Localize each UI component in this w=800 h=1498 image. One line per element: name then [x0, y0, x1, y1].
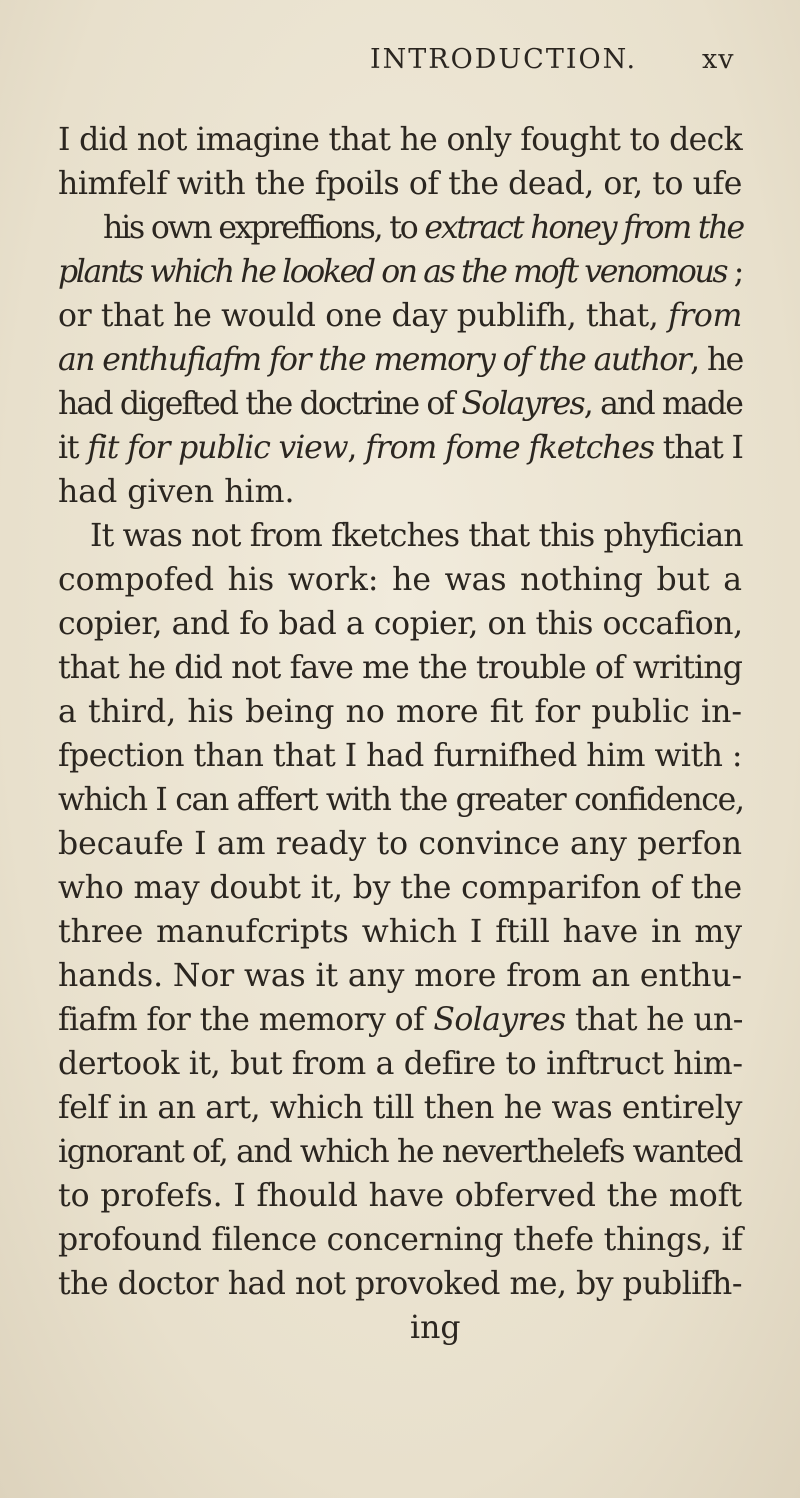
text-line: [58, 1174, 742, 1218]
text-line: [58, 734, 742, 778]
text-segment: which I can affert with the greater confidence,: [58, 782, 744, 818]
text-segment: that I: [653, 430, 743, 466]
text-line: [58, 338, 743, 382]
text-line: [90, 514, 743, 558]
italic-segment: Solayres: [433, 1002, 566, 1038]
text-segment: ignorant of, and which he neverthelefs wanted: [58, 1134, 742, 1170]
italic-segment: fit for public view: [87, 430, 348, 466]
text-line: [58, 690, 742, 734]
text-line: [58, 382, 742, 426]
text-line: [58, 778, 744, 822]
text-segment: dertook it, but from a defire to inftruct him-: [58, 1046, 743, 1082]
text-segment: copier, and fo bad a copier, on this occafion,: [58, 606, 743, 642]
text-segment: ing: [410, 1310, 461, 1346]
text-segment: or that he would one day publifh, that,: [58, 298, 668, 334]
italic-segment: extract honey from the: [424, 210, 743, 246]
text-segment: hands. Nor was it any more from an enthu-: [58, 958, 742, 994]
italic-segment: from: [668, 298, 742, 334]
text-segment: had digefted the doctrine of: [58, 386, 462, 422]
italic-segment: from fome fketches: [365, 430, 654, 466]
italic-segment: an enthufiafm for the memory of the author: [58, 342, 691, 378]
text-line: [410, 1306, 461, 1350]
text-line: [58, 602, 743, 646]
text-line: [58, 1042, 743, 1086]
page-number: xv: [702, 44, 735, 75]
text-line: [58, 1262, 742, 1306]
text-segment: ;: [726, 254, 742, 290]
text-segment: fiafm for the memory of: [58, 1002, 434, 1038]
text-segment: It was not from fketches that this phyfician: [90, 518, 743, 554]
text-segment: I did not imagine that he only fought to deck: [58, 122, 742, 158]
text-line: [58, 910, 742, 954]
text-line: [58, 118, 742, 162]
running-head: [0, 44, 800, 84]
text-line: [58, 1218, 743, 1262]
text-segment: ,: [347, 430, 366, 466]
text-segment: his own expreffions, to: [103, 210, 425, 246]
text-line: [58, 426, 743, 470]
text-segment: who may doubt it, by the comparifon of the: [58, 870, 742, 906]
text-segment: that he un-: [565, 1002, 743, 1038]
text-line: [58, 998, 743, 1042]
text-segment: compofed his work: he was nothing but a: [58, 562, 742, 598]
text-line: [58, 470, 294, 514]
text-segment: that he did not fave me the trouble of writing: [58, 650, 742, 686]
text-line: [103, 206, 743, 250]
text-segment: three manufcripts which I ftill have in my: [58, 914, 742, 950]
text-segment: , and made: [583, 386, 743, 422]
header-title: INTRODUCTION.: [370, 44, 638, 75]
text-line: [58, 1130, 742, 1174]
text-line: [58, 558, 742, 602]
text-segment: felf in an art, which till then he was entirely: [58, 1090, 742, 1126]
text-segment: himfelf with the fpoils of the dead, or, to ufe: [58, 166, 742, 202]
text-line: [58, 646, 742, 690]
text-line: [58, 954, 742, 998]
text-segment: fpection than that I had furnifhed him with :: [58, 738, 742, 774]
text-line: [58, 250, 742, 294]
text-segment: profound filence concerning thefe things, if: [58, 1222, 743, 1258]
text-line: [58, 866, 742, 910]
text-segment: it: [58, 430, 88, 466]
text-segment: , he: [690, 342, 743, 378]
text-segment: had given him.: [58, 474, 295, 510]
italic-segment: Solayres: [461, 386, 584, 422]
text-line: [58, 294, 742, 338]
text-segment: the doctor had not provoked me, by publifh-: [58, 1266, 742, 1302]
text-segment: a third, his being no more fit for public in-: [58, 694, 742, 730]
text-line: [58, 822, 742, 866]
italic-segment: plants which he looked on as the moft venomous: [58, 254, 727, 290]
text-line: [58, 162, 742, 206]
text-segment: to profefs. I fhould have obferved the moft: [58, 1178, 742, 1214]
text-line: [58, 1086, 742, 1130]
text-segment: becaufe I am ready to convince any perfon: [58, 826, 742, 862]
